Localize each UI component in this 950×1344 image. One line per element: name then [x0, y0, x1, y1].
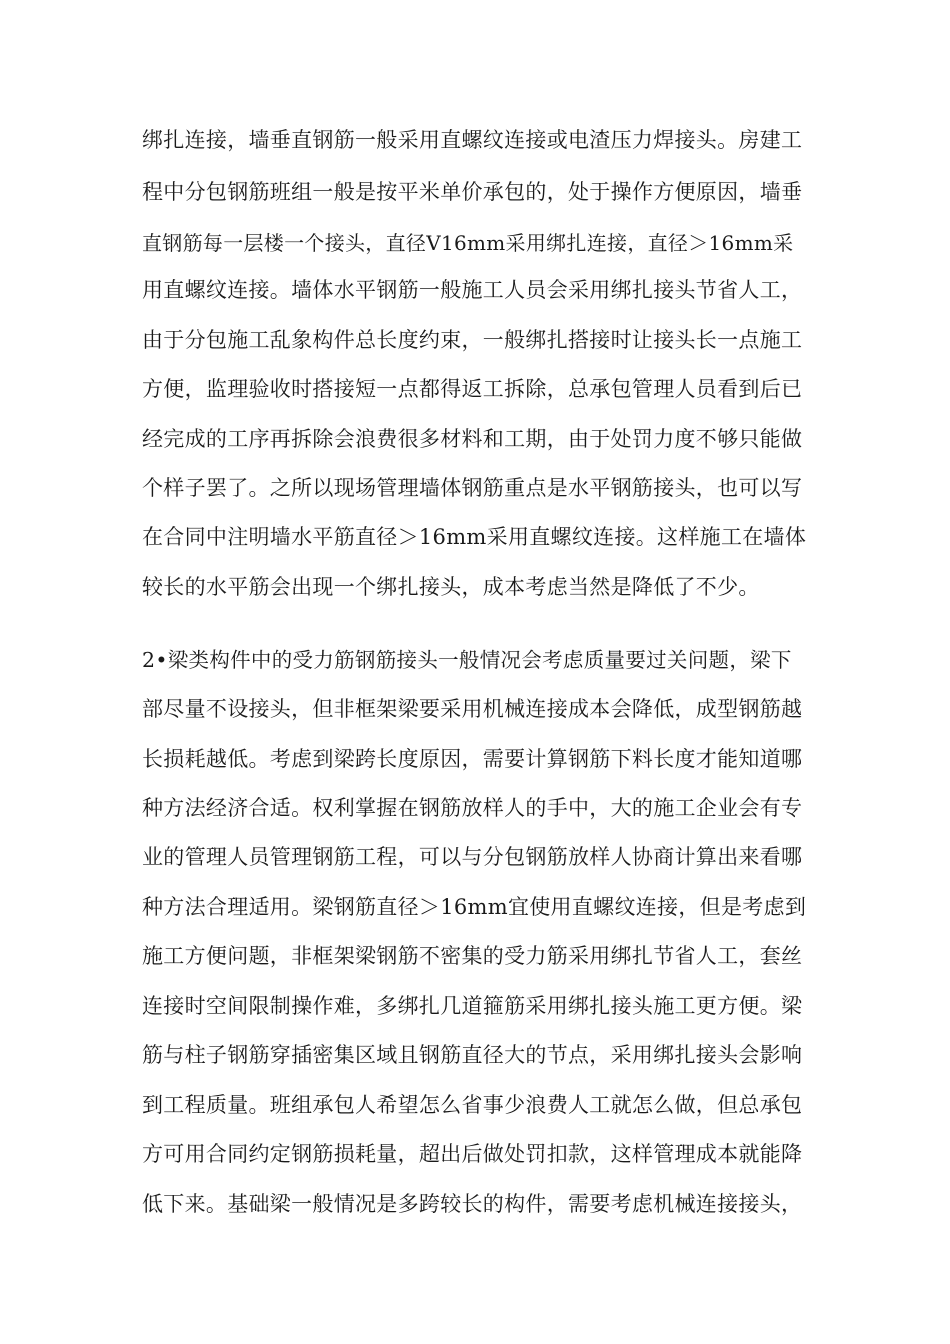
text-line: 到工程质量。班组承包人希望怎么省事少浪费人工就怎么做，但总承包 — [142, 1093, 803, 1117]
text-line: 长损耗越低。考虑到梁跨长度原因，需要计算钢筋下料长度才能知道哪 — [142, 747, 803, 771]
text-line: 经完成的工序再拆除会浪费很多材料和工期，由于处罚力度不够只能做 — [142, 427, 803, 451]
text-line: 直钢筋每一层楼一个接头，直径V16mm采用绑扎连接，直径＞16mm采 — [142, 231, 794, 255]
text-line: 种方法合理适用。梁钢筋直径＞16mm宜使用直螺纹连接，但是考虑到 — [142, 895, 807, 919]
text-line: 业的管理人员管理钢筋工程，可以与分包钢筋放样人协商计算出来看哪 — [142, 845, 803, 869]
text-line: 方可用合同约定钢筋损耗量，超出后做处罚扣款，这样管理成本就能降 — [142, 1142, 803, 1166]
text-line: 种方法经济合适。权利掌握在钢筋放样人的手中，大的施工企业会有专 — [142, 796, 803, 820]
text-line: 由于分包施工乱象构件总长度约束，一般绑扎搭接时让接头长一点施工 — [142, 328, 803, 352]
text-line: 筋与柱子钢筋穿插密集区域且钢筋直径大的节点，采用绑扎接头会影响 — [142, 1043, 803, 1067]
text-line: 较长的水平筋会出现一个绑扎接头，成本考虑当然是降低了不少。 — [142, 575, 760, 599]
text-line: 低下来。基础梁一般情况是多跨较长的构件，需要考虑机械连接接头， — [142, 1192, 803, 1216]
text-line: 在合同中注明墙水平筋直径＞16mm采用直螺纹连接。这样施工在墙体 — [142, 525, 807, 549]
text-line: 2•梁类构件中的受力筋钢筋接头一般情况会考虑质量要过关问题，梁下 — [142, 648, 792, 672]
text-line: 部尽量不设接头，但非框架梁要采用机械连接成本会降低，成型钢筋越 — [142, 697, 803, 721]
text-line: 施工方便问题，非框架梁钢筋不密集的受力筋采用绑扎节省人工，套丝 — [142, 944, 803, 968]
text-line: 方便，监理验收时搭接短一点都得返工拆除，总承包管理人员看到后已 — [142, 377, 803, 401]
text-line: 个样子罢了。之所以现场管理墙体钢筋重点是水平钢筋接头，也可以写 — [142, 476, 803, 500]
text-line: 程中分包钢筋班组一般是按平米单价承包的，处于操作方便原因，墙垂 — [142, 180, 803, 204]
text-line: 绑扎连接，墙垂直钢筋一般采用直螺纹连接或电渣压力焊接头。房建工 — [142, 128, 803, 152]
text-line: 用直螺纹连接。墙体水平钢筋一般施工人员会采用绑扎接头节省人工， — [142, 278, 803, 302]
text-line: 连接时空间限制操作难，多绑扎几道箍筋采用绑扎接头施工更方便。梁 — [142, 994, 803, 1018]
